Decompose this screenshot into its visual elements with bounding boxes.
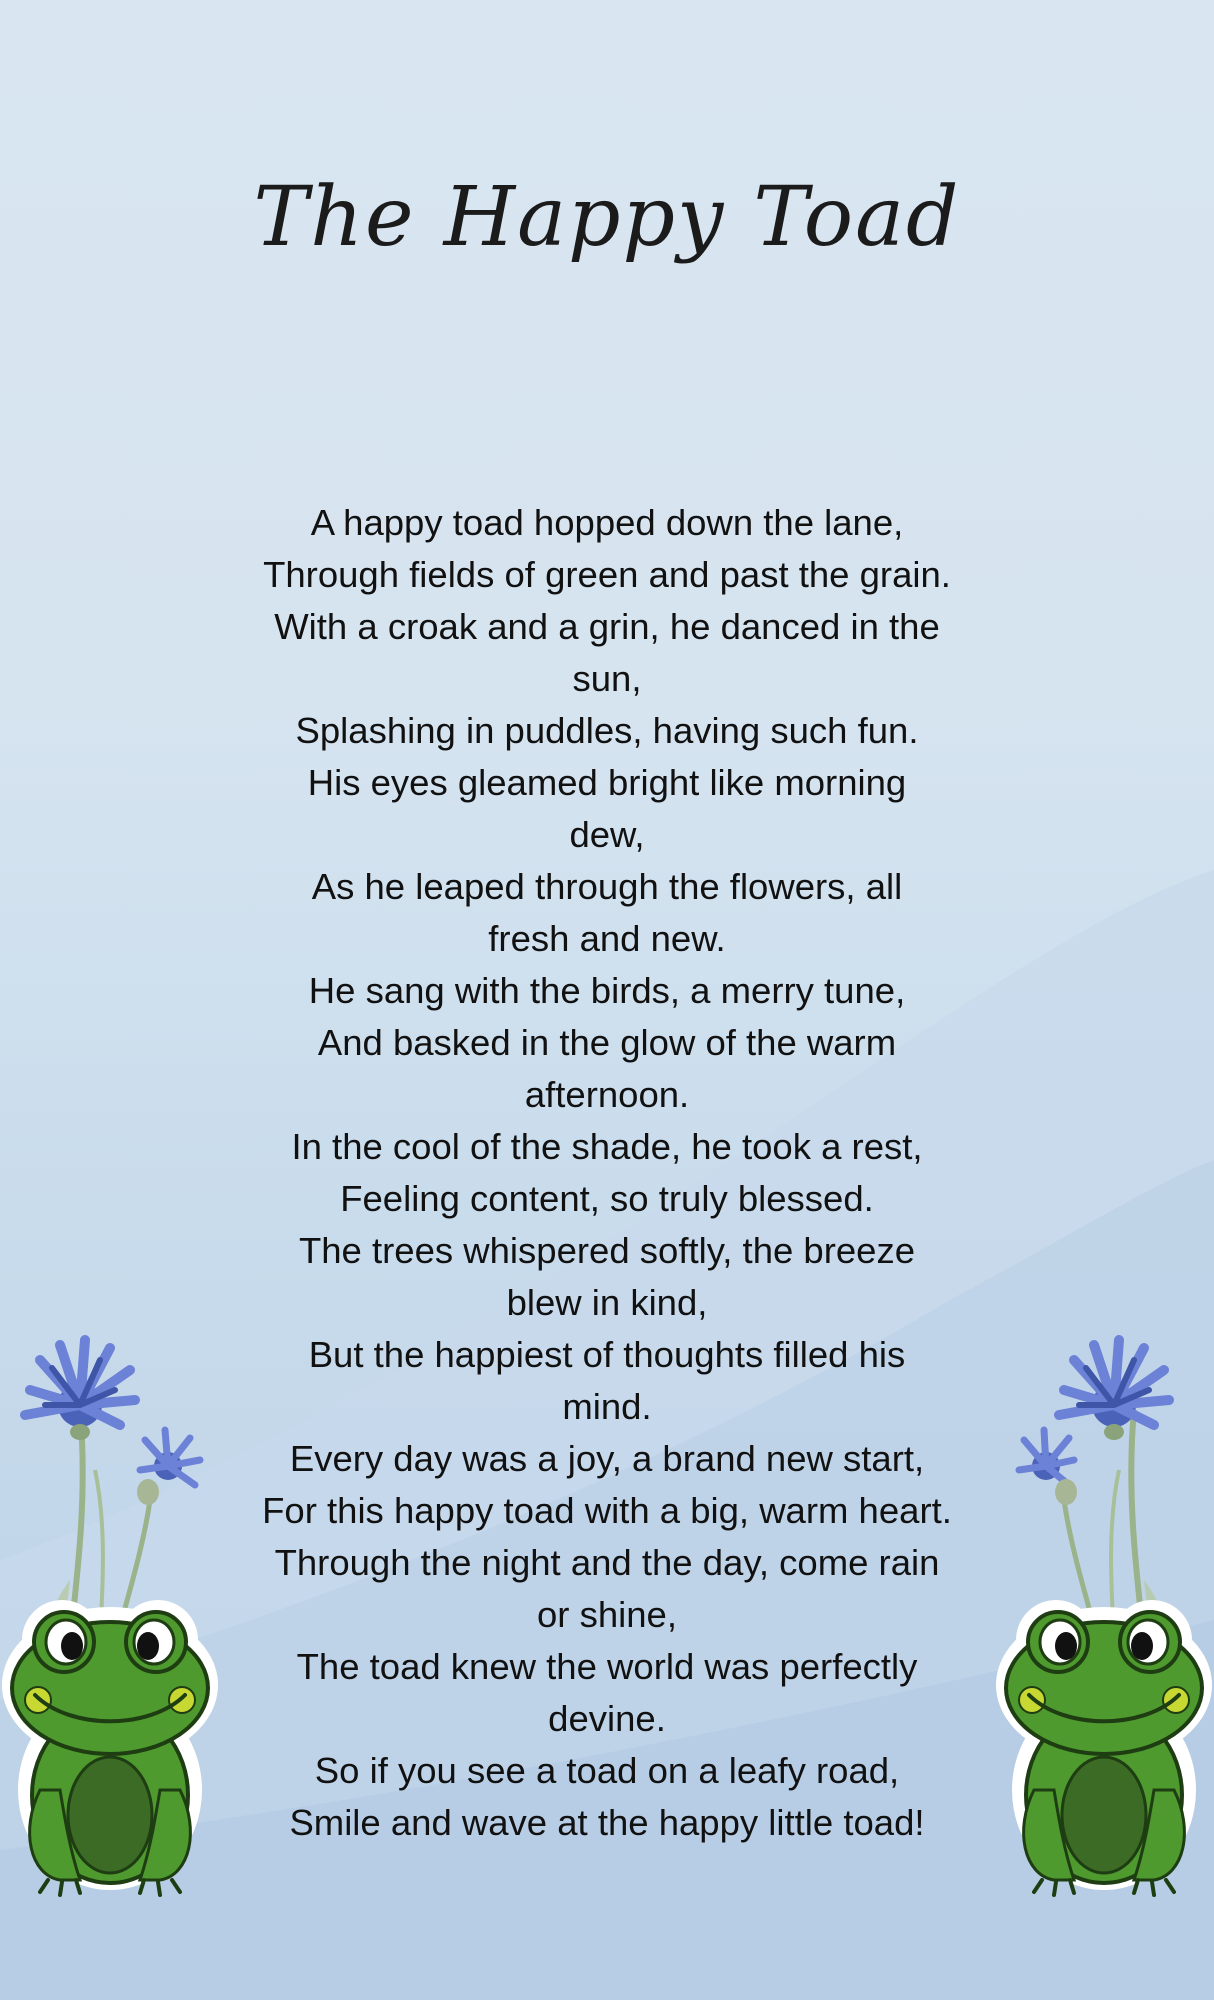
poem-line: Feeling content, so truly blessed. <box>340 1178 874 1219</box>
page-title: The Happy Toad <box>253 170 961 265</box>
poem-line: devine. <box>548 1698 666 1739</box>
poem-line: Smile and wave at the happy little toad! <box>289 1802 925 1843</box>
poem-line: mind. <box>562 1386 652 1427</box>
poem-line: As he leaped through the flowers, all <box>311 866 903 907</box>
frog-icon <box>996 1600 1212 1895</box>
poem-line: His eyes gleamed bright like morning <box>307 762 907 803</box>
cornflower-icon <box>25 1340 135 1440</box>
poem-line: fresh and new. <box>488 918 726 959</box>
poem <box>207 497 1007 1849</box>
poem-line: With a croak and a grin, he danced in the <box>274 606 940 647</box>
poem-line: sun, <box>572 658 642 699</box>
poem-line: A happy toad hopped down the lane, <box>310 502 904 543</box>
frog-with-cornflowers-icon <box>984 1320 1214 1900</box>
poem-line: So if you see a toad on a leafy road, <box>314 1750 900 1791</box>
poem-line: dew, <box>569 814 645 855</box>
poem-line: But the happiest of thoughts filled his <box>308 1334 906 1375</box>
poem-line: Every day was a joy, a brand new start, <box>289 1438 925 1479</box>
frog-icon <box>2 1600 218 1895</box>
poem-line: or shine, <box>537 1594 677 1635</box>
cornflower-icon <box>1059 1340 1169 1440</box>
cornflower-icon <box>1019 1430 1077 1505</box>
poem-line: afternoon. <box>524 1074 690 1115</box>
poem-line: For this happy toad with a big, warm heart. <box>262 1490 952 1531</box>
poem-line: He sang with the birds, a merry tune, <box>308 970 906 1011</box>
poem-line: Splashing in puddles, having such fun. <box>295 710 919 751</box>
poem-line: In the cool of the shade, he took a rest, <box>291 1126 923 1167</box>
poem-line: The trees whispered softly, the breeze <box>298 1230 916 1271</box>
poem-line: blew in kind, <box>506 1282 708 1323</box>
poem-line: Through the night and the day, come rain <box>274 1542 940 1583</box>
poem-line: Through fields of green and past the grain. <box>263 554 951 595</box>
poem-line: The toad knew the world was perfectly <box>296 1646 918 1687</box>
frog-with-cornflowers-icon <box>0 1320 230 1900</box>
poem-line: And basked in the glow of the warm <box>317 1022 897 1063</box>
cornflower-icon <box>137 1430 200 1505</box>
